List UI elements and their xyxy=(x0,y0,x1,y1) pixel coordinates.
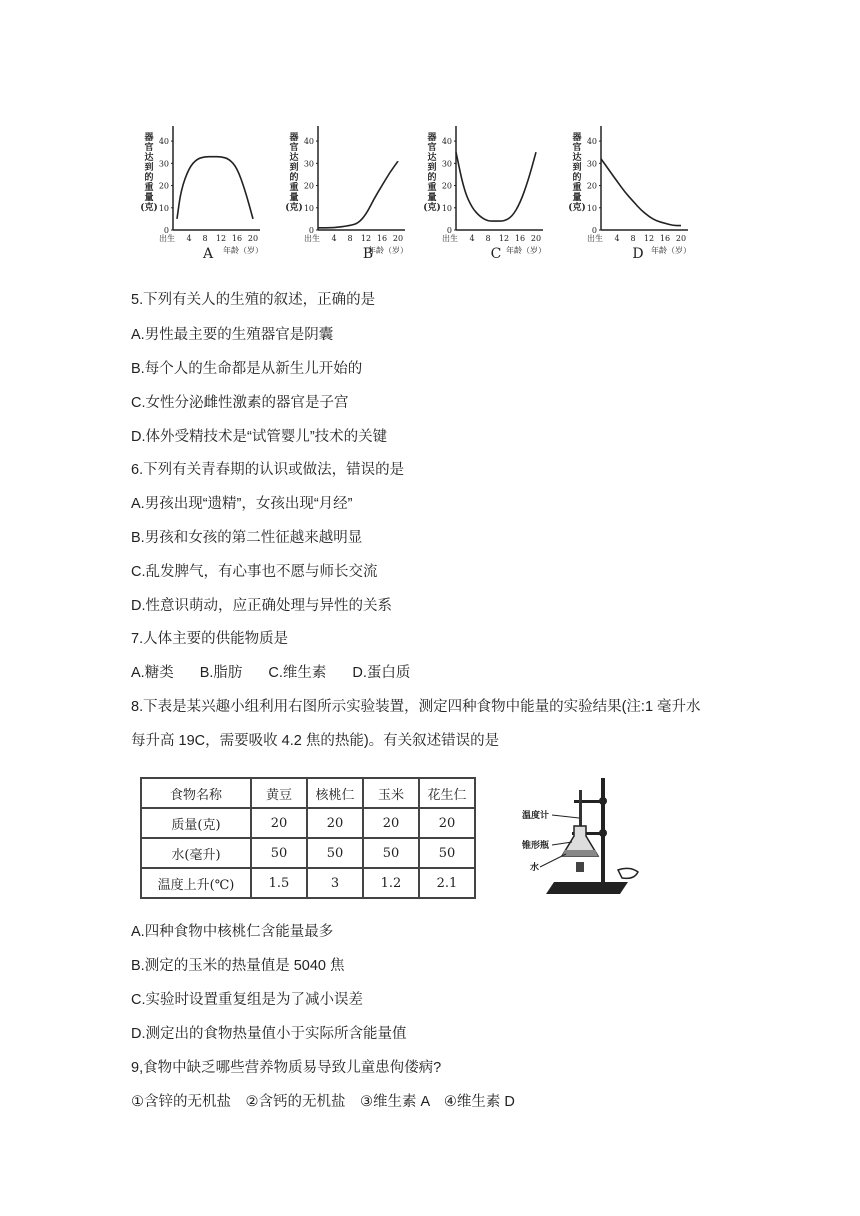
y-tick-label: 10 xyxy=(586,203,597,213)
q5-option-c: C.女性分泌雌性激素的器官是子宫 xyxy=(131,395,349,411)
y-tick-label: 20 xyxy=(158,181,169,191)
q8-option-b: B.测定的玉米的热量值是 5040 焦 xyxy=(131,958,345,974)
y-axis-label-char: (克) xyxy=(140,203,158,213)
x-axis-label: 年龄（岁） xyxy=(223,246,263,255)
chart-d-svg xyxy=(562,118,702,268)
x-axis-label: 年龄（岁） xyxy=(506,246,546,255)
y-tick-label: 0 xyxy=(308,226,314,235)
water-icon xyxy=(562,850,598,856)
x-tick-label: 8 xyxy=(630,234,636,243)
leader-line xyxy=(540,854,566,867)
table-row xyxy=(141,808,475,838)
y-tick-label: 30 xyxy=(158,159,169,169)
x-tick-label: 16 xyxy=(659,234,671,243)
y-axis-label-char: 重 xyxy=(144,183,154,193)
chart-a-svg xyxy=(128,118,268,268)
table-cell: 3 xyxy=(307,868,363,898)
table-cell: 20 xyxy=(419,808,475,838)
y-tick-label: 0 xyxy=(163,226,169,235)
y-axis-label-char: 到 xyxy=(144,163,154,173)
y-axis-label-char: 器 xyxy=(144,133,154,143)
table-cell: 水(毫升) xyxy=(141,838,251,868)
water-label: 水 xyxy=(530,863,540,873)
x-tick-label: 4 xyxy=(331,234,337,243)
x-tick-label: 20 xyxy=(675,234,687,243)
y-axis-label-char: 官 xyxy=(572,143,582,153)
y-tick-label: 30 xyxy=(586,159,597,169)
y-tick-label: 0 xyxy=(591,226,597,235)
y-axis-label-char: 量 xyxy=(572,193,582,203)
table-cell: 50 xyxy=(419,838,475,868)
y-axis-label-char: 器 xyxy=(427,133,437,143)
y-axis-label xyxy=(140,131,158,213)
q5-option-a: A.男性最主要的生殖器官是阴囊 xyxy=(131,327,334,343)
y-axis-label-char: 的 xyxy=(144,173,154,183)
x-tick-label: 20 xyxy=(247,234,259,243)
stand-base xyxy=(546,882,628,894)
y-axis-label-char: 达 xyxy=(572,153,582,163)
table-cell: 20 xyxy=(251,808,307,838)
q6-option-c: C.乱发脾气，有心事也不愿与师长交流 xyxy=(131,564,378,580)
panel-label-d: D xyxy=(632,246,644,262)
y-axis-label-char: 重 xyxy=(427,183,437,193)
q5-option-d: D.体外受精技术是“试管婴儿”技术的关键 xyxy=(131,429,388,445)
table-cell: 1.2 xyxy=(363,868,419,898)
y-axis-label-char: 官 xyxy=(289,143,299,153)
calorimeter-apparatus xyxy=(522,770,652,915)
growth-curve-d xyxy=(601,159,681,226)
food-energy-table xyxy=(140,777,476,899)
apparatus-svg xyxy=(522,770,652,910)
y-axis-label-char: 量 xyxy=(144,193,154,203)
x-tick-label: 20 xyxy=(392,234,404,243)
flask-label: 锥形瓶 xyxy=(522,841,550,851)
q8-stem-line2: 每升高 19C，需要吸收 4.2 焦的热能)。有关叙述错误的是 xyxy=(131,733,500,749)
y-tick-label: 0 xyxy=(446,226,452,235)
q6-option-a: A.男孩出现“遗精”，女孩出现“月经” xyxy=(131,496,353,512)
y-axis-label-char: 达 xyxy=(427,153,437,163)
food-sample-icon xyxy=(576,862,584,872)
x-tick-label: 4 xyxy=(186,234,192,243)
q5-option-b: B.每个人的生命都是从新生儿开始的 xyxy=(131,361,363,377)
y-tick-label: 20 xyxy=(586,181,597,191)
q5-stem: 5.下列有关人的生殖的叙述，正确的是 xyxy=(131,292,376,308)
table-cell: 50 xyxy=(251,838,307,868)
thermometer-label: 温度计 xyxy=(522,811,550,821)
chart-b xyxy=(278,118,418,268)
y-axis-label-char: 重 xyxy=(572,183,582,193)
table-cell: 2.1 xyxy=(419,868,475,898)
q8-stem-line1: 8.下表是某兴趣小组利用右图所示实验装置，测定四种食物中能量的实验结果(注:1 毫升水 xyxy=(131,699,701,715)
chart-b-svg xyxy=(278,118,418,268)
table-cell: 温度上升(℃) xyxy=(141,868,251,898)
y-axis-label-char: 重 xyxy=(289,183,299,193)
y-tick-label: 40 xyxy=(158,137,169,147)
leader-line xyxy=(552,815,579,818)
y-tick-label: 40 xyxy=(441,137,452,147)
panel-label-b: B xyxy=(362,246,374,262)
q7-options xyxy=(131,663,436,683)
x-tick-label: 出生 xyxy=(159,234,175,243)
table-cell: 核桃仁 xyxy=(307,778,363,808)
y-tick-label: 40 xyxy=(303,137,314,147)
x-tick-label: 16 xyxy=(231,234,243,243)
x-tick-label: 4 xyxy=(469,234,475,243)
y-axis-label-char: 达 xyxy=(289,153,299,163)
y-axis-label-char: 官 xyxy=(144,143,154,153)
q7-stem: 7.人体主要的供能物质是 xyxy=(131,631,289,647)
q6-stem: 6.下列有关青春期的认识或做法，错误的是 xyxy=(131,462,405,478)
table-cell: 1.5 xyxy=(251,868,307,898)
table-cell: 黄豆 xyxy=(251,778,307,808)
table-cell: 质量(克) xyxy=(141,808,251,838)
panel-label-c: C xyxy=(490,246,502,262)
x-tick-label: 出生 xyxy=(587,234,603,243)
q7-option-d: D.蛋白质 xyxy=(352,665,411,681)
y-axis-label-char: 到 xyxy=(289,163,299,173)
table-row xyxy=(141,838,475,868)
table-cell: 20 xyxy=(363,808,419,838)
y-axis-label-char: (克) xyxy=(568,203,586,213)
x-tick-label: 12 xyxy=(498,234,510,243)
q9-stem: 9,食物中缺乏哪些营养物质易导致儿童患佝偻病? xyxy=(131,1060,442,1076)
q6-option-d: D.性意识萌动，应正确处理与异性的关系 xyxy=(131,598,392,614)
growth-curve-a xyxy=(177,157,253,219)
y-tick-label: 40 xyxy=(586,137,597,147)
y-axis-label-char: 的 xyxy=(289,173,299,183)
x-tick-label: 16 xyxy=(376,234,388,243)
y-axis-label-char: 器 xyxy=(572,133,582,143)
q9-options: ①含锌的无机盐 ②含钙的无机盐 ③维生素 A ④维生素 D xyxy=(131,1094,515,1110)
table-row xyxy=(141,868,475,898)
q7-option-a: A.糖类 xyxy=(131,665,174,681)
table-cell: 50 xyxy=(307,838,363,868)
y-axis-label-char: 量 xyxy=(427,193,437,203)
table-cell: 20 xyxy=(307,808,363,838)
q6-option-b: B.男孩和女孩的第二性征越来越明显 xyxy=(131,530,363,546)
growth-curve-c xyxy=(456,152,536,221)
x-tick-label: 8 xyxy=(485,234,491,243)
growth-curve-b xyxy=(318,161,398,228)
x-tick-label: 12 xyxy=(215,234,227,243)
y-tick-label: 20 xyxy=(303,181,314,191)
y-axis-label-char: 的 xyxy=(572,173,582,183)
clamp-knob xyxy=(599,797,607,805)
chart-c xyxy=(420,118,560,268)
x-axis-label: 年龄（岁） xyxy=(651,246,691,255)
y-tick-label: 10 xyxy=(441,203,452,213)
x-tick-label: 出生 xyxy=(442,234,458,243)
y-axis-label-char: 的 xyxy=(427,173,437,183)
y-tick-label: 10 xyxy=(158,203,169,213)
y-axis-label-char: 官 xyxy=(427,143,437,153)
x-tick-label: 4 xyxy=(614,234,620,243)
table-cell: 花生仁 xyxy=(419,778,475,808)
clamp-knob xyxy=(599,829,607,837)
x-axis-label: 年龄（岁） xyxy=(368,246,408,255)
y-axis-label-char: 量 xyxy=(289,193,299,203)
y-tick-label: 20 xyxy=(441,181,452,191)
y-axis-label-char: (克) xyxy=(285,203,303,213)
panel-label-a: A xyxy=(202,246,214,262)
x-tick-label: 20 xyxy=(530,234,542,243)
y-tick-label: 30 xyxy=(441,159,452,169)
y-axis-label-char: 器 xyxy=(289,133,299,143)
q8-option-a: A.四种食物中核桃仁含能量最多 xyxy=(131,924,334,940)
y-tick-label: 10 xyxy=(303,203,314,213)
y-axis-label-char: 到 xyxy=(572,163,582,173)
chart-d xyxy=(562,118,702,268)
x-tick-label: 16 xyxy=(514,234,526,243)
table-row xyxy=(141,778,475,808)
q7-option-c: C.维生素 xyxy=(268,665,327,681)
table-cell: 食物名称 xyxy=(141,778,251,808)
x-tick-label: 8 xyxy=(202,234,208,243)
x-tick-label: 12 xyxy=(360,234,372,243)
chart-c-svg xyxy=(420,118,560,268)
holder-icon xyxy=(618,868,638,878)
q8-option-d: D.测定出的食物热量值小于实际所含能量值 xyxy=(131,1026,407,1042)
y-axis-label-char: 达 xyxy=(144,153,154,163)
table-cell: 50 xyxy=(363,838,419,868)
table-cell: 玉米 xyxy=(363,778,419,808)
x-tick-label: 8 xyxy=(347,234,353,243)
chart-a xyxy=(128,118,268,268)
q8-option-c: C.实验时设置重复组是为了减小误差 xyxy=(131,992,363,1008)
q7-option-b: B.脂肪 xyxy=(199,665,243,681)
x-tick-label: 出生 xyxy=(304,234,320,243)
y-axis-label-char: 到 xyxy=(427,163,437,173)
y-tick-label: 30 xyxy=(303,159,314,169)
x-tick-label: 12 xyxy=(643,234,655,243)
y-axis-label-char: (克) xyxy=(423,203,441,213)
